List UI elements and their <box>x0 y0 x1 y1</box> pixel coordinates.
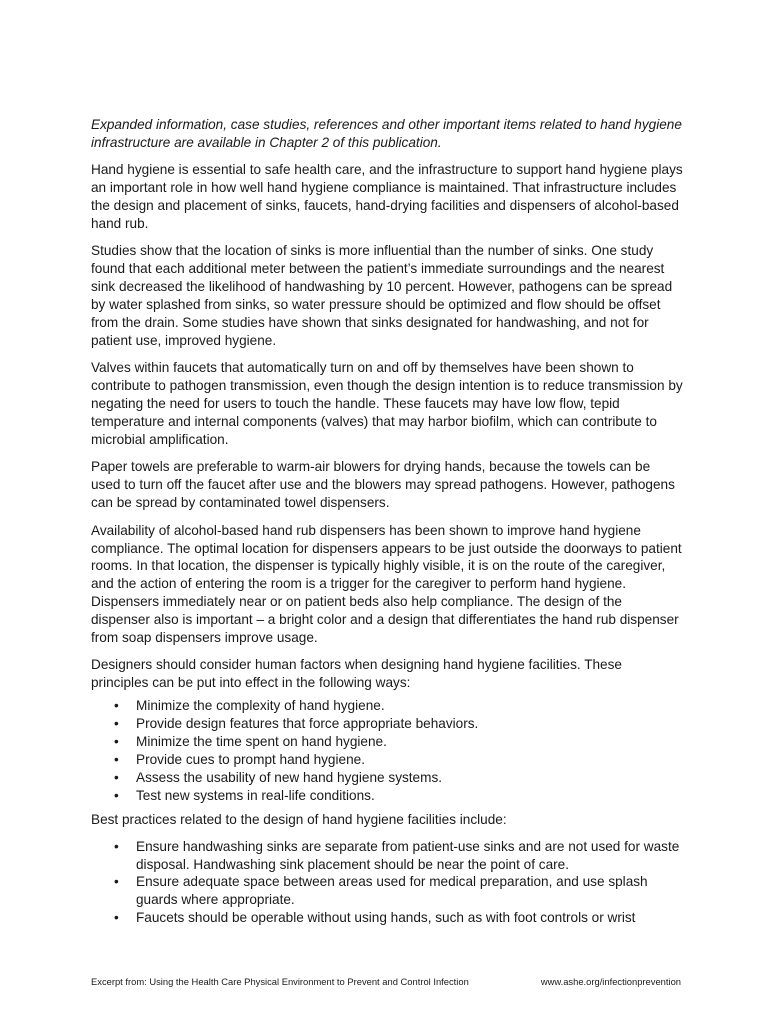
bullet-icon: • <box>114 910 119 926</box>
list-item-text: Provide cues to prompt hand hygiene. <box>136 752 365 767</box>
list-item-text: Faucets should be operable without using hands, such as with foot controls or wrist <box>136 910 636 926</box>
list-item <box>91 733 683 751</box>
list-item <box>91 697 683 715</box>
paragraph: Paper towels are preferable to warm-air blowers for drying hands, because the towels can be used to turn off the faucet after use and the blowers may spread pathogens. However, pathogens can be spread by contaminated towel dispensers. <box>91 459 675 511</box>
paragraph: Studies show that the location of sinks is more influential than the number of sinks. One study found that each additional meter between the patient’s immediate surroundings and the nearest sink decreased the likelihood of handwashing by 10 percent. However, pathogens can be spread by water splashed from sinks, so water pressure should be optimized and flow should be offset from the drain. Some studies have shown that sinks designated for handwashing, and not for patient use, improved hygiene. <box>91 243 673 348</box>
list-item-text: Minimize the complexity of hand hygiene. <box>136 698 385 714</box>
list-item <box>91 769 683 787</box>
list-item <box>91 715 683 733</box>
bullet-icon: • <box>114 769 119 785</box>
bullet-icon: • <box>114 716 119 732</box>
document-body <box>91 116 683 933</box>
human-factors-list <box>91 697 683 804</box>
list-item <box>91 787 683 805</box>
best-practices-intro: Best practices related to the design of hand hygiene facilities include: <box>91 811 507 827</box>
paragraph: Availability of alcohol-based hand rub dispensers has been shown to improve hand hygiene compliance. The optimal location for dispensers appears to be just outside the doorways to patient rooms. In that location, the dispenser is typically highly visible, it is on the route of the caregiver, and the action of entering the room is a trigger for the caregiver to perform hand hygiene. Dispensers immediately near or on patient beds also help compliance. The design of the dispenser also is important – a bright color and a design that differentiates the hand rub dispenser from soap dispensers improve usage. <box>91 522 682 646</box>
bullet-icon: • <box>114 752 119 767</box>
paragraph: Hand hygiene is essential to safe health care, and the infrastructure to support hand hygiene plays an important role in how well hand hygiene compliance is maintained. That infrastructure includes the design and placement of sinks, faucets, hand-drying facilities and dispensers of alcohol-based hand rub. <box>91 162 683 232</box>
bullet-icon: • <box>114 734 119 750</box>
footer-source: Excerpt from: Using the Health Care Physical Environment to Prevent and Control Infection <box>91 976 469 987</box>
list-item <box>91 838 683 874</box>
intro-note: Expanded information, case studies, references and other important items related to hand hygiene infrastructure are available in Chapter 2 of this publication. <box>91 117 682 150</box>
bullet-icon: • <box>114 698 119 714</box>
bullet-icon: • <box>114 838 119 854</box>
list-item-text: Assess the usability of new hand hygiene systems. <box>136 769 443 785</box>
list-item-text: Ensure handwashing sinks are separate from patient-use sinks and are not used for waste disposal. Handwashing sink placement should be near the point of care. <box>136 838 680 872</box>
best-practices-list <box>91 838 683 928</box>
list-item-text: Ensure adequate space between areas used for medical preparation, and use splash guards where appropriate. <box>136 874 648 908</box>
paragraph: Valves within faucets that automatically turn on and off by themselves have been shown to contribute to pathogen transmission, even though the design intention is to reduce transmission by negating the need for users to touch the handle. These faucets may have low flow, tepid temperature and internal components (valves) that may harbor biofilm, which can contribute to microbial amplification. <box>91 360 683 447</box>
bullet-icon: • <box>114 874 119 890</box>
footer-url: www.ashe.org/infectionprevention <box>540 976 681 987</box>
list-item <box>91 751 683 769</box>
bullet-icon: • <box>114 787 119 803</box>
list-item <box>91 873 683 909</box>
list-item <box>91 909 683 927</box>
list-item-text: Minimize the time spent on hand hygiene. <box>136 734 387 750</box>
paragraph: Designers should consider human factors when designing hand hygiene facilities. These principles can be put into effect in the following ways: <box>91 657 622 691</box>
list-item-text: Test new systems in real-life conditions. <box>136 787 375 803</box>
list-item-text: Provide design features that force appropriate behaviors. <box>136 716 479 732</box>
